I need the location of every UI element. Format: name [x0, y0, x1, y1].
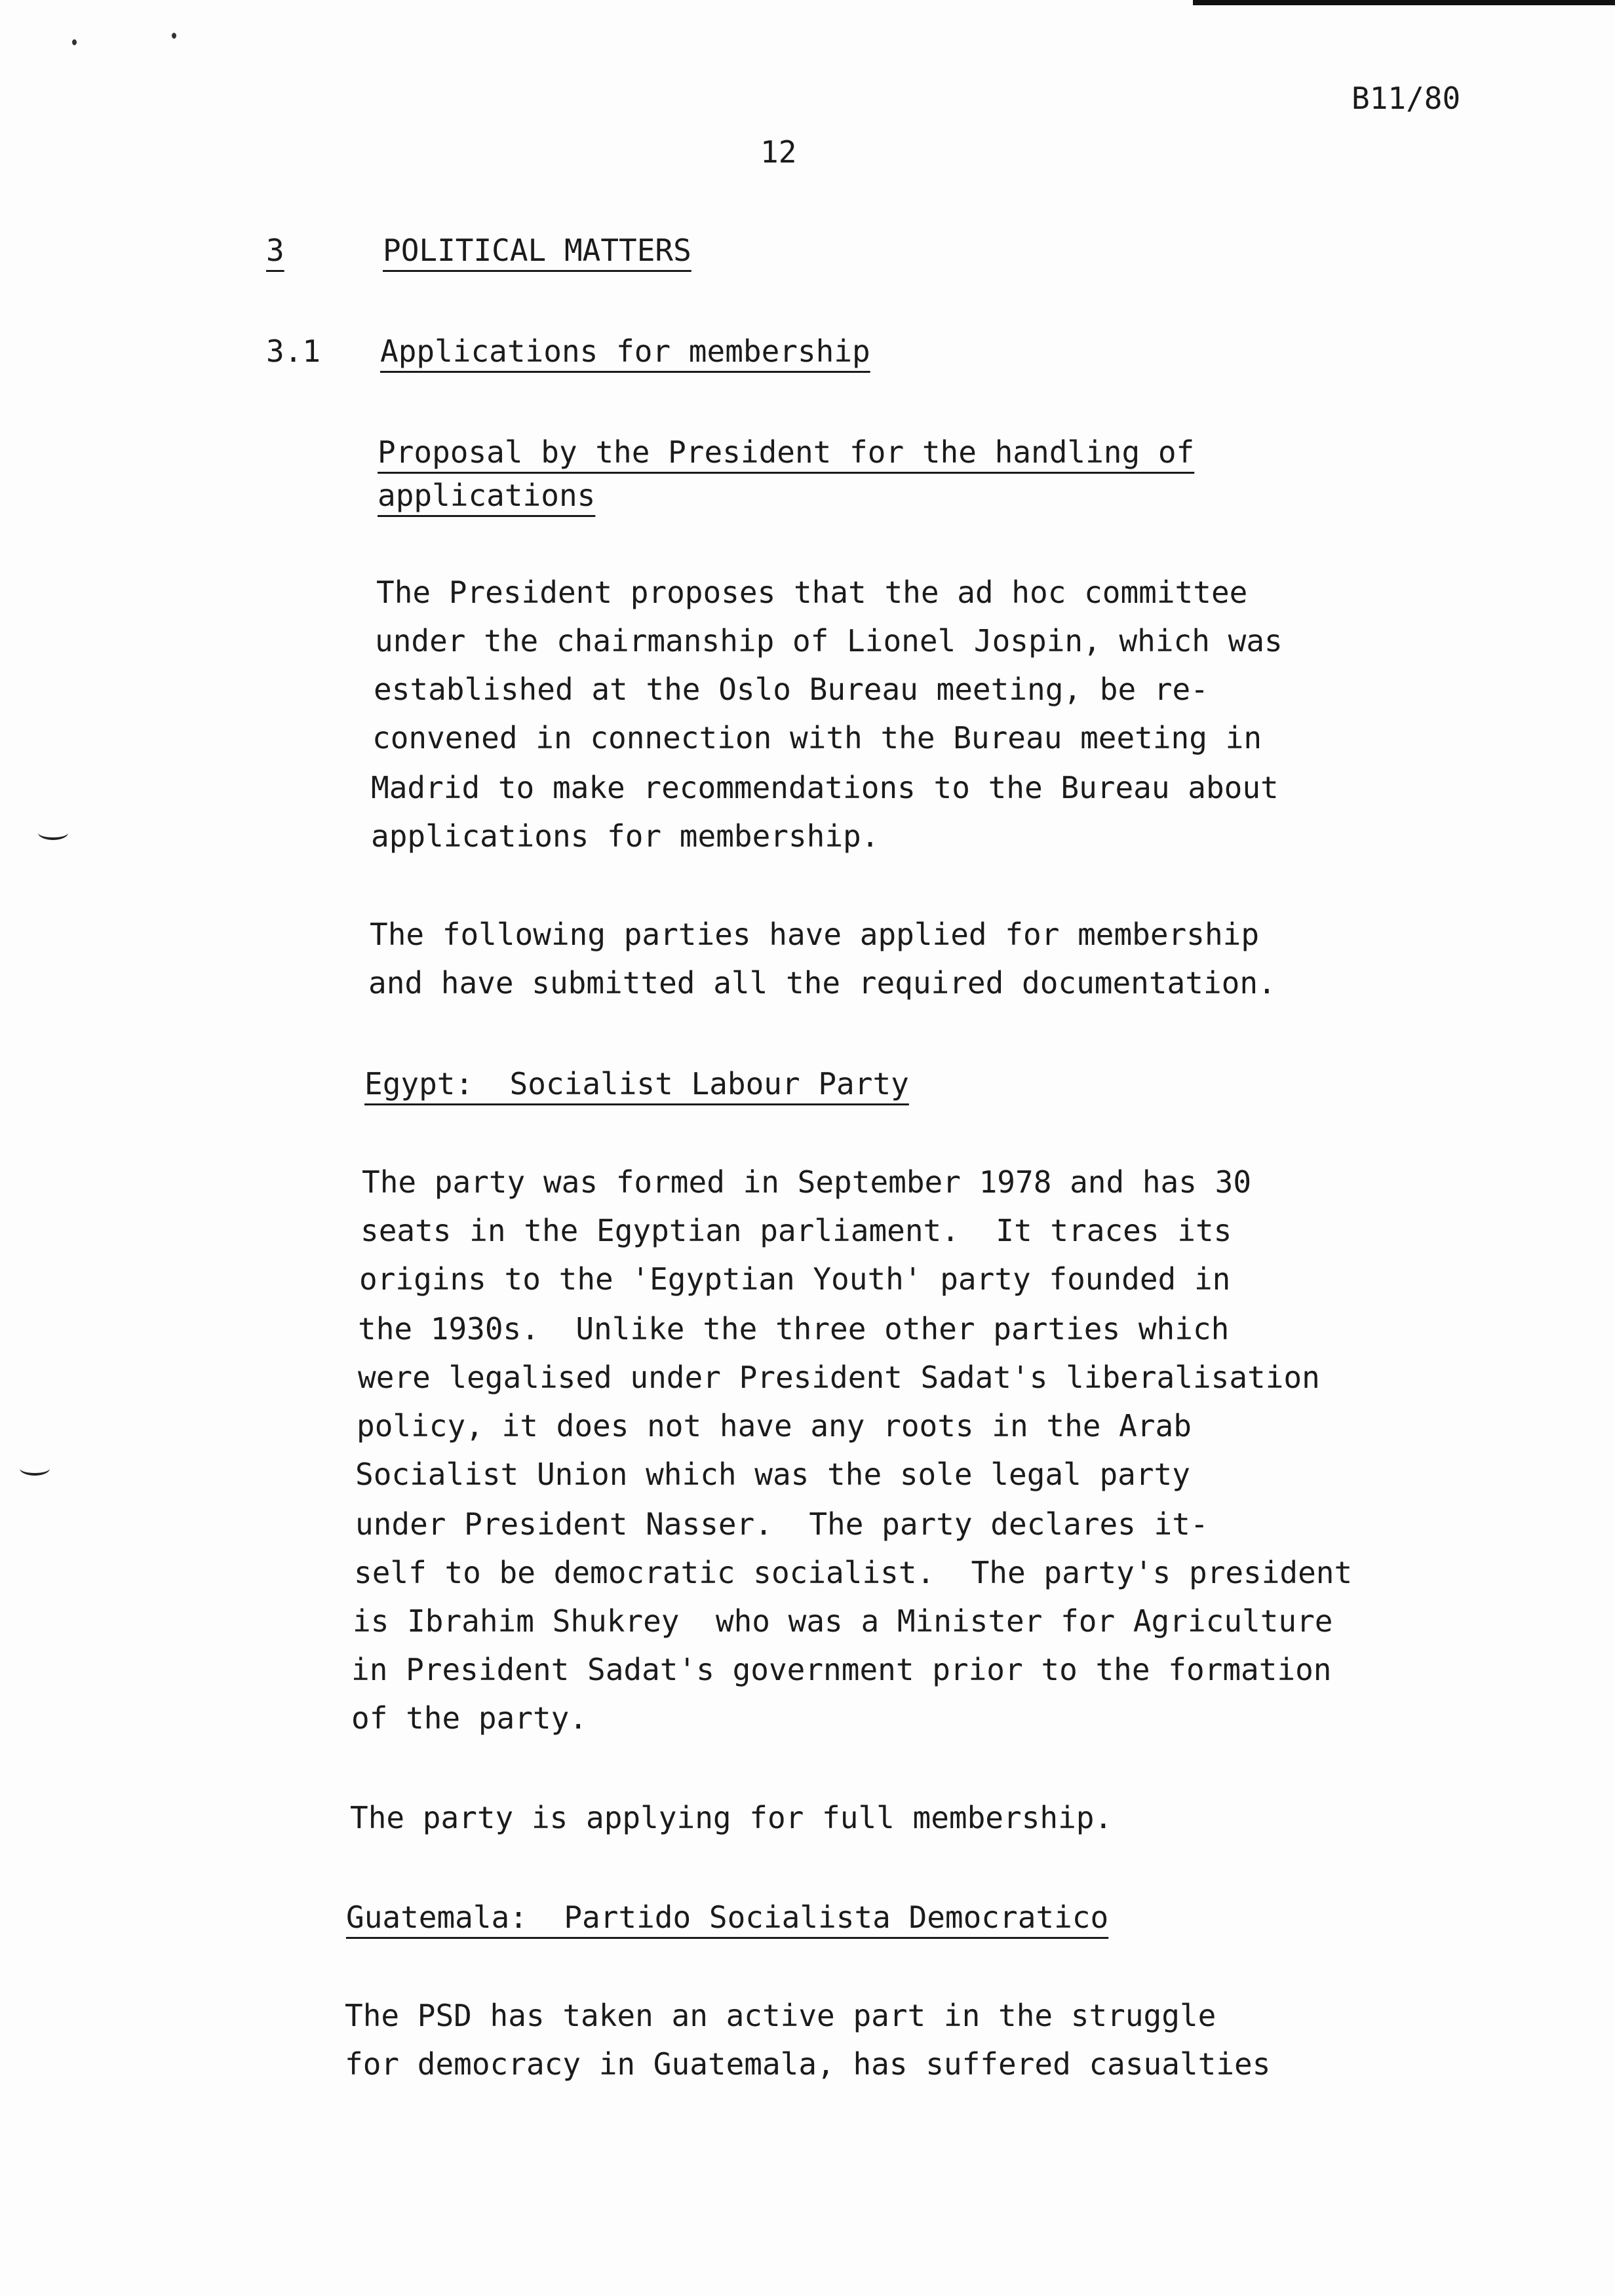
- paragraph-line: origins to the 'Egyptian Youth' party founded in: [359, 1261, 1231, 1297]
- paragraph-line: convened in connection with the Bureau meeting in: [372, 720, 1262, 756]
- punch-hole-mark: [20, 1461, 50, 1476]
- section-number: 3: [266, 233, 284, 268]
- paragraph-line: were legalised under President Sadat's liberalisation: [358, 1360, 1320, 1395]
- egypt-application-note: The party is applying for full membership.: [350, 1800, 1113, 1835]
- paragraph-line: policy, it does not have any roots in the Arab: [357, 1408, 1192, 1444]
- paragraph-line: The President proposes that the ad hoc committee: [376, 575, 1248, 610]
- subsection-number: 3.1: [266, 334, 321, 369]
- scan-speck: [172, 33, 176, 39]
- heading-line: Proposal by the President for the handling of: [378, 434, 1195, 470]
- paragraph-line: The following parties have applied for membership: [370, 917, 1260, 952]
- paragraph-line: in President Sadat's government prior to the formation: [351, 1652, 1332, 1687]
- paragraph-line: under President Nasser. The party declares it-: [355, 1506, 1209, 1542]
- scan-edge-bar: [1193, 0, 1615, 5]
- paragraph-line: under the chairmanship of Lionel Jospin, which was: [375, 623, 1283, 659]
- paragraph-line: Socialist Union which was the sole legal party: [355, 1457, 1190, 1492]
- subsection-title: Applications for membership: [380, 334, 870, 369]
- section-title: POLITICAL MATTERS: [383, 233, 691, 268]
- paragraph-line: is Ibrahim Shukrey who was a Minister for Agriculture: [353, 1603, 1333, 1639]
- paragraph-line: established at the Oslo Bureau meeting, be re-: [374, 672, 1209, 707]
- heading-line: applications: [378, 478, 596, 513]
- paragraph-line: and have submitted all the required documentation.: [368, 965, 1276, 1001]
- egypt-heading: Egypt: Socialist Labour Party: [364, 1066, 909, 1101]
- paragraph-line: self to be democratic socialist. The party's president: [354, 1555, 1353, 1590]
- punch-hole-mark: [38, 826, 68, 840]
- paragraph-line: The party was formed in September 1978 and has 30: [362, 1164, 1252, 1200]
- paragraph-line: The PSD has taken an active part in the struggle: [345, 1998, 1216, 2033]
- paragraph-line: for democracy in Guatemala, has suffered casualties: [345, 2046, 1271, 2082]
- guatemala-heading: Guatemala: Partido Socialista Democratico: [346, 1900, 1109, 1935]
- paragraph-line: seats in the Egyptian parliament. It traces its: [360, 1213, 1232, 1248]
- document-ref-code: B11/80: [1352, 81, 1461, 116]
- page-number: 12: [760, 134, 797, 170]
- paragraph-line: the 1930s. Unlike the three other parties which: [358, 1311, 1230, 1347]
- scan-speck: [72, 39, 77, 45]
- paragraph-line: applications for membership.: [371, 818, 880, 854]
- paragraph-line: Madrid to make recommendations to the Bureau about: [371, 770, 1279, 805]
- paragraph-line: of the party.: [351, 1700, 588, 1736]
